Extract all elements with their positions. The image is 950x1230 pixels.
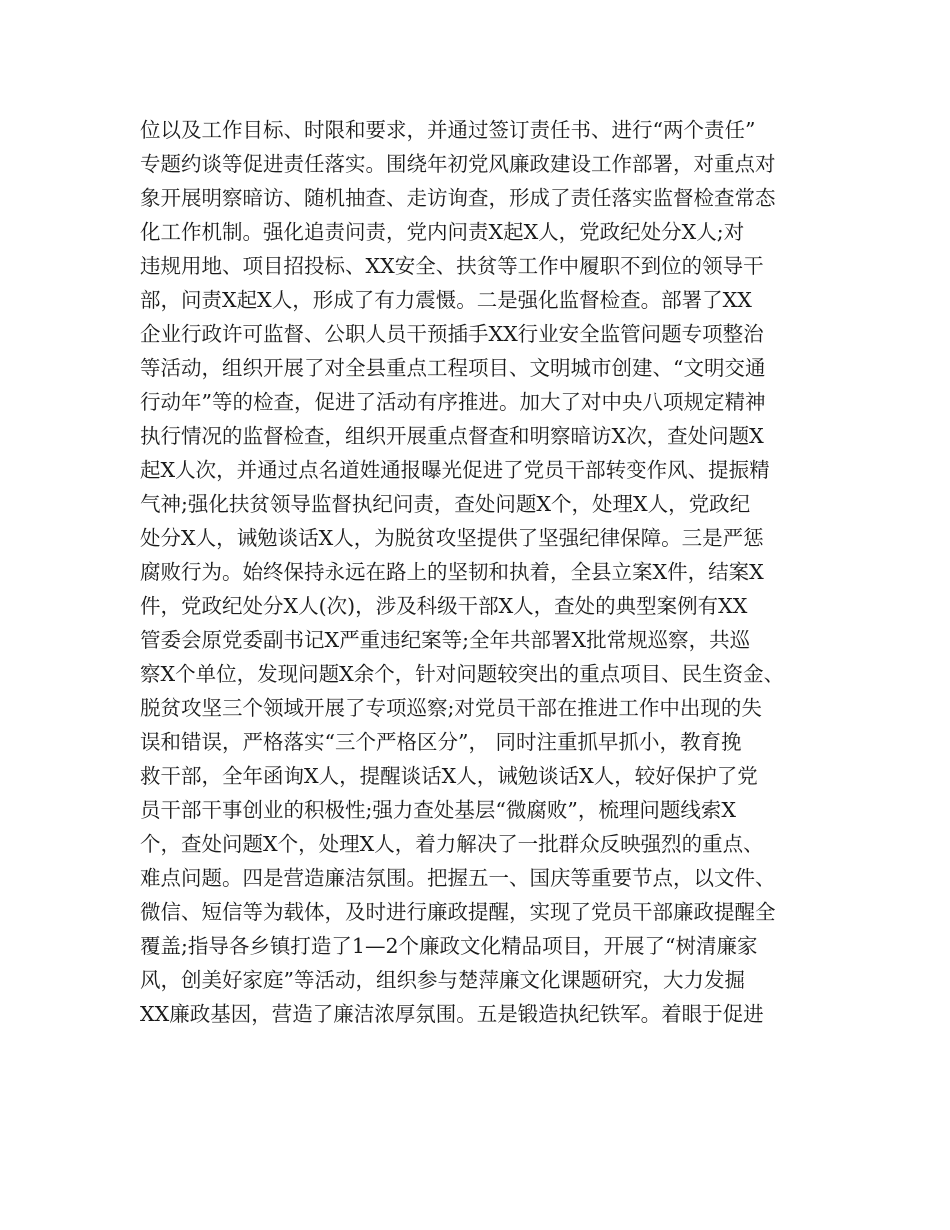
text-line: 覆盖;指导各乡镇打造了1—2个廉政文化精品项目，开展了“树清廉家 (140, 934, 758, 958)
document-body-text (140, 113, 830, 1031)
text-line: 难点问题。四是营造廉洁氛围。把握五一、国庆等重要节点，以文件、 (140, 866, 776, 890)
text-line: 个，查处问题X个，处理X人，着力解决了一批群众反映强烈的重点、 (140, 832, 764, 856)
text-line: XX廉政基因，营造了廉洁浓厚氛围。五是锻造执纪铁军。着眼于促进 (140, 1002, 764, 1026)
text-line: 行动年”等的检查，促进了活动有序推进。加大了对中央八项规定精神 (140, 390, 766, 414)
text-line: 违规用地、项目招投标、XX安全、扶贫等工作中履职不到位的领导干 (140, 254, 764, 278)
text-line: 象开展明察暗访、随机抽查、走访询查，形成了责任落实监督检查常态 (140, 186, 776, 210)
text-line: 化工作机制。强化追责问责，党内问责X起X人，党政纪处分X人;对 (140, 220, 745, 244)
text-line: 管委会原党委副书记X严重违纪案等;全年共部署X批常规巡察，共巡 (140, 628, 751, 652)
text-line: 处分X人，诫勉谈话X人，为脱贫攻坚提供了坚强纪律保障。三是严惩 (140, 526, 764, 550)
text-line: 起X人次，并通过点名道姓通报曝光促进了党员干部转变作风、提振精 (140, 458, 770, 482)
text-line: 员干部干事创业的积极性;强力查处基层“微腐败”，梳理问题线索X (140, 798, 736, 822)
text-line: 误和错误，严格落实“三个严格区分”， 同时注重抓早抓小，教育挽 (140, 730, 742, 754)
text-line: 腐败行为。始终保持永远在路上的坚韧和执着，全县立案X件，结案X (140, 560, 764, 584)
text-line: 部，问责X起X人，形成了有力震慑。二是强化监督检查。部署了XX (140, 288, 752, 312)
text-line: 微信、短信等为载体，及时进行廉政提醒，实现了党员干部廉政提醒全 (140, 900, 776, 924)
text-line: 察X个单位，发现问题X余个，针对问题较突出的重点项目、民生资金、 (140, 662, 785, 686)
text-line: 气神;强化扶贫领导监督执纪问责，查处问题X个，处理X人，党政纪 (140, 492, 751, 516)
text-line: 企业行政许可监督、公职人员干预插手XX行业安全监管问题专项整治 (140, 322, 764, 346)
text-line: 位以及工作目标、时限和要求，并通过签订责任书、进行“两个责任” (140, 118, 756, 142)
text-line: 救干部，全年函询X人，提醒谈话X人，诫勉谈话X人，较好保护了党 (140, 764, 758, 788)
text-line: 等活动，组织开展了对全县重点工程项目、文明城市创建、“文明交通 (140, 356, 766, 380)
text-line: 风，创美好家庭”等活动，组织参与楚萍廉文化课题研究，大力发掘 (140, 968, 745, 992)
text-line: 专题约谈等促进责任落实。围绕年初党风廉政建设工作部署，对重点对 (140, 152, 776, 176)
text-line: 执行情况的监督检查，组织开展重点督查和明察暗访X次，查处问题X (140, 424, 764, 448)
text-line: 件，党政纪处分X人(次)，涉及科级干部X人，查处的典型案例有XX (140, 594, 748, 618)
text-line: 脱贫攻坚三个领域开展了专项巡察;对党员干部在推进工作中出现的失 (140, 696, 762, 720)
